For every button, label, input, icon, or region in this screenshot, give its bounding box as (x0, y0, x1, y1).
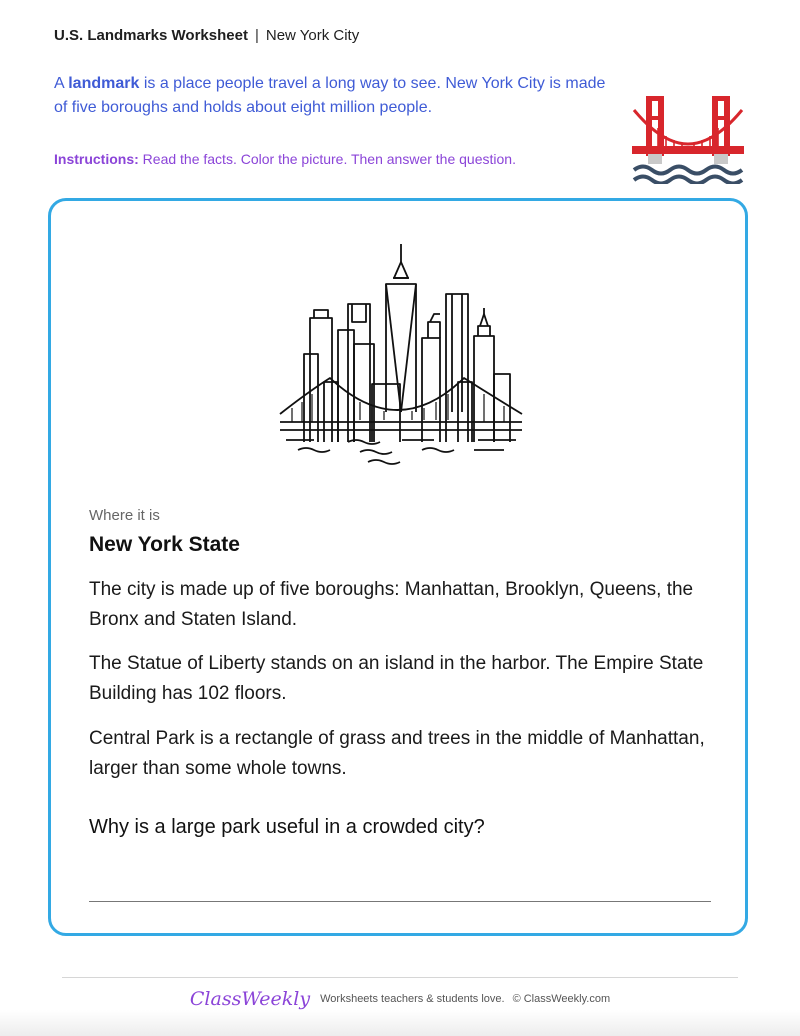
page-bottom-shadow (0, 1010, 800, 1036)
intro-prefix: A (54, 75, 69, 92)
footer-tagline: Worksheets teachers & students love. (320, 993, 505, 1005)
worksheet-title: U.S. Landmarks Worksheet (54, 27, 248, 44)
location-state: New York State (89, 533, 240, 556)
answer-line[interactable] (89, 901, 711, 902)
instructions (54, 151, 516, 167)
instructions-text: Read the facts. Color the picture. Then answer the question. (138, 151, 516, 167)
fact-paragraph: The city is made up of five boroughs: Manhattan, Brooklyn, Queens, the Bronx and Staten Island. (89, 579, 694, 630)
fact-paragraph: Central Park is a rectangle of grass and trees in the middle of Manhattan, larger than some whole towns. (89, 728, 705, 779)
brand-logo[interactable]: ClassWeekly (189, 988, 311, 1010)
footer-copyright: © ClassWeekly.com (512, 993, 611, 1005)
intro-paragraph (54, 72, 614, 120)
worksheet-subtitle: New York City (265, 27, 360, 44)
intro-keyword: landmark (68, 75, 140, 92)
question-text: Why is a large park useful in a crowded city? (89, 816, 485, 838)
instructions-label: Instructions: (54, 151, 139, 167)
intro-text: is a place people travel a long way to see. New York City is made of five boroughs and holds about eight million people. (54, 75, 606, 116)
new-york-skyline-illustration (278, 242, 524, 466)
header-separator: | (254, 27, 259, 44)
worksheet-header (54, 27, 359, 44)
fact-paragraph: The Statue of Liberty stands on an island in the harbor. The Empire State Building has 102 floors. (89, 653, 704, 704)
footer (0, 988, 800, 1010)
footer-divider (62, 977, 738, 978)
golden-gate-bridge-icon (630, 92, 746, 184)
location-label: Where it is (89, 507, 160, 524)
